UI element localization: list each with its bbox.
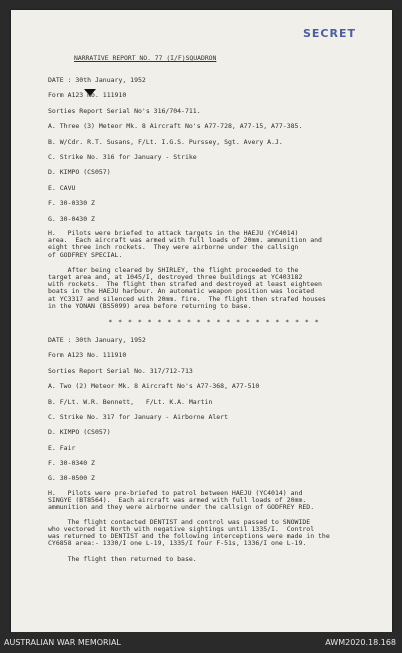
report-body: [48, 76, 380, 571]
s1-item-b: B. W/Cdr. R.T. Susans, F/Lt. I.G.S. Purssey, Sgt. Avery A.J.: [48, 137, 283, 146]
s2-item-c: C. Strike No. 317 for January - Airborne Alert: [48, 412, 229, 421]
s2-item-b: B. F/Lt. W.R. Bennett, F/Lt. K.A. Martin: [48, 397, 213, 406]
s2-form: Form A123 No. 111910: [48, 351, 127, 360]
s1-item-g: G. 30-0430 Z: [48, 214, 95, 223]
s1-narrative: After being cleared by SHIRLEY, the flight proceeded to the target area and, at 1045/I, destroyed three buildings at YC403182 with rockets. The flight then strafed and destroyed at least eighteen boats in the HAEJU harbour. An automatic weapon position was located at YC3317 and silenced with 20mm. fire. The flight then strafed houses in the YONAN (BS5099) area before returning to base.: [48, 265, 326, 310]
s1-date: DATE : 30th January, 1952: [48, 76, 146, 84]
footer-bar: [0, 632, 402, 653]
s2-item-d: D. KIMPO (CS057): [48, 428, 111, 437]
s2-item-g: G. 30-0500 Z: [48, 474, 95, 483]
document-page: [11, 10, 392, 632]
s2-item-h: H. Pilots were pre-briefed to patrol between HAEJU (YC4014) and SINGYE (BT8564). Each aircraft was armed with full loads of 20mm. ammunition and they were airborne under the callsign of GODFREY RED.: [48, 488, 315, 512]
s2-closing: The flight then returned to base.: [48, 554, 197, 563]
footer-institution: AUSTRALIAN WAR MEMORIAL: [4, 638, 121, 647]
s1-item-f: F. 30-0330 Z: [48, 199, 95, 208]
s2-item-e: E. Fair: [48, 443, 76, 452]
s1-sorties: Sorties Report Serial No's 316/704-711.: [48, 106, 201, 115]
s2-item-a: A. Two (2) Meteor Mk. 8 Aircraft No's A77-368, A77-510: [48, 382, 260, 391]
footer-catalog-number: AWM2020.18.168: [325, 638, 396, 647]
s1-item-e: E. CAVU: [48, 183, 76, 192]
s1-item-h: H. Pilots were briefed to attack targets in the HAEJU (YC4014) area. Each aircraft was armed with full loads of 20mm. ammunition and eight three inch rockets. They were airborne under the callsign of GODFREY SPECIAL.: [48, 228, 322, 259]
s1-item-d: D. KIMPO (CS057): [48, 168, 111, 177]
section-divider: * * * * * * * * * * * * * * * * * * * * * *: [108, 317, 320, 326]
report-header: NARRATIVE REPORT NO. 77 (I/F)SQUADRON: [74, 54, 217, 62]
s2-sorties: Sorties Report Serial No. 317/712-713: [48, 366, 193, 375]
s2-date: DATE : 30th January, 1952: [48, 335, 146, 344]
s1-item-c: C. Strike No. 316 for January - Strike: [48, 152, 197, 161]
s2-item-f: F. 30-0340 Z: [48, 459, 95, 468]
secret-stamp: SECRET: [303, 27, 356, 40]
s1-item-a: A. Three (3) Meteor Mk. 8 Aircraft No's A77-728, A77-15, A77-385.: [48, 122, 303, 131]
s1-form: Form A123 No. 111910: [48, 91, 127, 100]
s2-narrative: The flight contacted DENTIST and control was passed to SNOWIDE who vectored it North with negative sightings until 1335/I. Control was returned to DENTIST and the following interceptions were made in the CY6858 area:- 1330/I one L-19, 1335/I four F-51s, 1336/I one L-19.: [48, 518, 330, 548]
